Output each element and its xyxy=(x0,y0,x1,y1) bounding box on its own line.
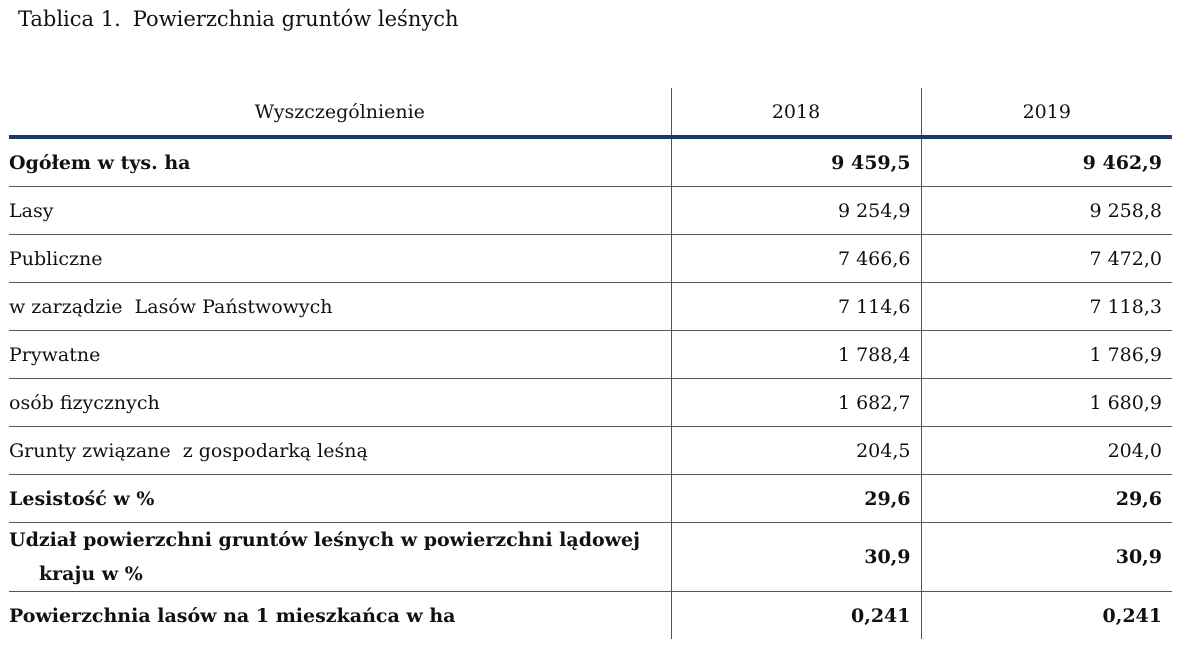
row-label: w zarządzie Lasów Państwowych xyxy=(9,283,671,331)
table-row xyxy=(9,235,1172,283)
value-2018: 1 682,7 xyxy=(671,379,921,427)
table-title-text: Powierzchnia gruntów leśnych xyxy=(132,7,459,31)
value-2019: 1 786,9 xyxy=(921,331,1172,379)
value-2018: 9 459,5 xyxy=(671,137,921,187)
table-header-row xyxy=(9,88,1172,137)
value-2018: 29,6 xyxy=(671,475,921,523)
row-label: Lesistość w % xyxy=(9,475,671,523)
value-2018: 204,5 xyxy=(671,427,921,475)
value-2019: 30,9 xyxy=(921,523,1172,592)
table-title xyxy=(18,4,459,34)
row-label: Lasy xyxy=(9,187,671,235)
value-2019: 204,0 xyxy=(921,427,1172,475)
forest-land-table xyxy=(9,88,1172,639)
row-label: Powierzchnia lasów na 1 mieszkańca w ha xyxy=(9,604,456,627)
row-label-line1: Udział powierzchni gruntów leśnych w powierzchni lądowej xyxy=(9,529,640,551)
row-label: Publiczne xyxy=(9,235,671,283)
table-row xyxy=(9,523,1172,592)
value-2019: 1 680,9 xyxy=(921,379,1172,427)
value-2019: 29,6 xyxy=(921,475,1172,523)
row-label: Prywatne xyxy=(9,331,671,379)
value-2019: 7 472,0 xyxy=(921,235,1172,283)
table-row xyxy=(9,379,1172,427)
value-2018: 9 254,9 xyxy=(671,187,921,235)
value-2019: 0,241 xyxy=(921,592,1172,640)
row-label-multiline xyxy=(9,523,671,592)
row-label: Ogółem w tys. ha xyxy=(9,137,671,187)
value-2018: 0,241 xyxy=(671,592,921,640)
value-2019: 9 462,9 xyxy=(921,137,1172,187)
table-row xyxy=(9,283,1172,331)
row-label: Grunty związane z gospodarką leśną xyxy=(9,427,671,475)
header-year-2018: 2018 xyxy=(671,88,921,137)
table-row xyxy=(9,592,1172,640)
value-2018: 1 788,4 xyxy=(671,331,921,379)
row-label: osób fizycznych xyxy=(9,379,671,427)
value-2018: 7 466,6 xyxy=(671,235,921,283)
table-row xyxy=(9,187,1172,235)
value-2019: 9 258,8 xyxy=(921,187,1172,235)
table-row xyxy=(9,331,1172,379)
value-2018: 7 114,6 xyxy=(671,283,921,331)
header-year-2019: 2019 xyxy=(921,88,1172,137)
value-2019: 7 118,3 xyxy=(921,283,1172,331)
row-label-line2: kraju w % xyxy=(39,563,143,585)
table-number: Tablica 1. xyxy=(18,7,121,31)
header-label: Wyszczególnienie xyxy=(9,88,671,137)
table-row xyxy=(9,427,1172,475)
table-row xyxy=(9,475,1172,523)
table-row xyxy=(9,137,1172,187)
value-2018: 30,9 xyxy=(671,523,921,592)
